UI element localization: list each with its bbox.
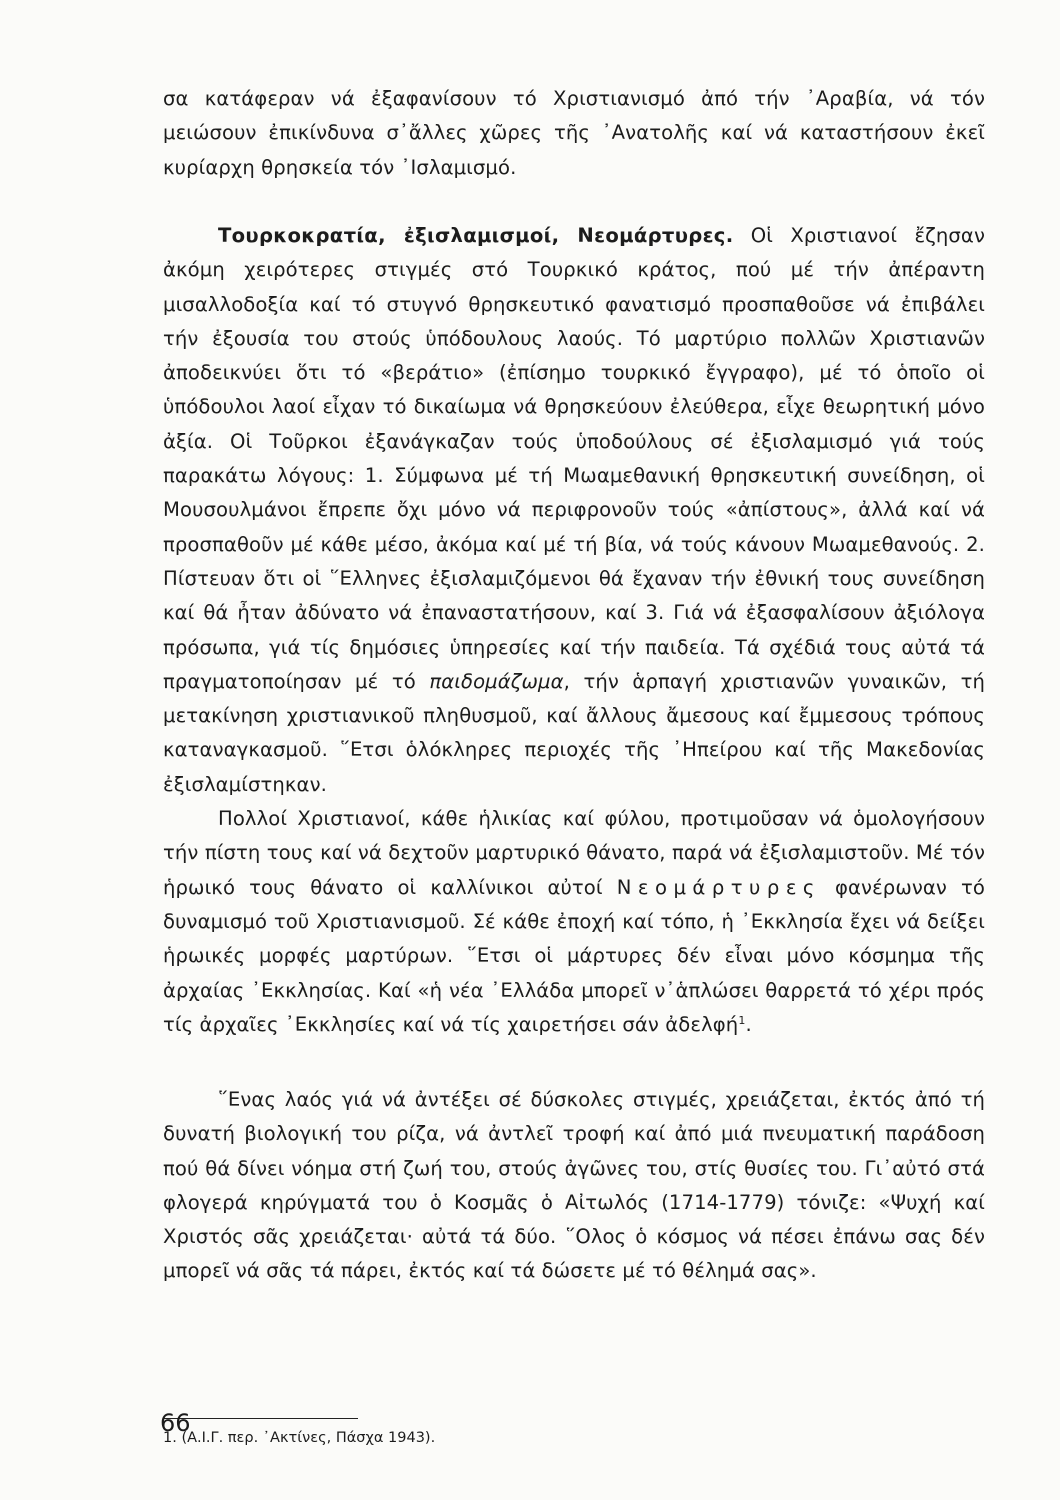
section-paragraph	[163, 219, 985, 802]
italic-term: παιδομάζωμα	[429, 669, 564, 693]
paragraph-turkish-rule	[163, 219, 985, 1042]
martyrs-body-a: Πολλοί Χριστιανοί, κάθε ἡλικίας καί φύλου, προτιμοῦσαν νά ὁμολογήσουν τήν πίστη τους καί νά δεχτοῦν μαρτυρικό θάνατο, παρά νά ἐξισλαμιστοῦν. Μέ τόν ἡρωικό τους θάνατο οἱ καλλίνικοι αὐτοί	[163, 807, 985, 899]
martyrs-body-end: .	[745, 1012, 752, 1036]
martyrs-body-b: φανέρωναν τό δυναμισμό τοῦ Χριστιανισμοῦ. Σέ κάθε ἐποχή καί τόπο, ἡ ᾿Εκκλησία ἔχει νά δείξει ἡρωικές μορφές μαρτύρων. ῞Ετσι οἱ μάρτυρες δέν εἶναι μόνο κόσμημα τῆς ἀρχαίας ᾿Εκκλησίας. Καί «ἡ νέα ᾿Ελλάδα μπορεῖ ν᾿ἁπλώσει θαρρετά τό χέρι πρός τίς ἀρχαῖες ᾿Εκκλησίες καί νά τίς χαιρετήσει σάν ἀδελφή	[163, 875, 985, 1036]
paragraph-tradition	[163, 1083, 985, 1289]
paragraph-arabia	[163, 82, 985, 185]
footnote-reference[interactable]: 1	[738, 1013, 746, 1027]
spaced-term: Νεομάρτυρες	[616, 875, 821, 899]
martyrs-paragraph	[163, 802, 985, 1042]
footnote-divider	[163, 1418, 358, 1419]
section-heading: Τουρκοκρατία, ἐξισλαμισμοί, Νεομάρτυρες.	[218, 224, 734, 247]
footnote: 1. (Α.Ι.Γ. περ. ᾿Ακτίνες, Πάσχα 1943).	[163, 1430, 436, 1446]
page-number: 66	[160, 1409, 191, 1437]
paragraph-3-text: ῞Ενας λαός γιά νά ἀντέξει σέ δύσκολες στιγμές, χρειάζεται, ἐκτός ἀπό τή δυνατή βιολογική του ρίζα, νά ἀντλεῖ τροφή καί ἀπό μιά πνευματική παράδοση πού θά δίνει νόημα στή ζωή του, στούς ἀγῶνες του, στίς θυσίες του. Γι᾿αὐτό στά φλογερά κηρύγματά του ὁ Κοσμᾶς ὁ Αἰτωλός (1714-1779) τόνιζε: «Ψυχή καί Χριστός σᾶς χρειάζεται· αὐτά τά δύο. ῞Ολος ὁ κόσμος νά πέσει ἐπάνω σας δέν μπορεῖ νά σᾶς τά πάρει, ἐκτός καί τά δώσετε μέ τό θέλημά σας».	[163, 1088, 985, 1283]
paragraph-1-text: σα κατάφεραν νά ἐξαφανίσουν τό Χριστιανισμό ἀπό τήν ᾿Αραβία, νά τόν μειώσουν ἐπικίνδυνα σ᾿ἄλλες χῶρες τῆς ᾿Ανατολῆς καί νά καταστήσουν ἐκεῖ κυρίαρχη θρησκεία τόν ᾿Ισλαμισμό.	[163, 87, 985, 179]
section-body-a: Οἱ Χριστιανοί ἔζησαν ἀκόμη χειρότερες στιγμές στό Τουρκικό κράτος, πού μέ τήν ἀπέραντη μισαλλοδοξία καί τό στυγνό θρησκευτικό φανατισμό προσπαθοῦσε νά ἐπιβάλει τήν ἐξουσία του στούς ὑπόδουλους λαούς. Τό μαρτύριο πολλῶν Χριστιανῶν ἀποδεικνύει ὅτι τό «βεράτιο» (ἐπίσημο τουρκικό ἔγγραφο), μέ τό ὁποῖο οἱ ὑπόδουλοι λαοί εἶχαν τό δικαίωμα νά θρησκεύουν ἐλεύθερα, εἶχε θεωρητική μόνο ἀξία. Οἱ Τοῦρκοι ἐξανάγκαζαν τούς ὑποδούλους σέ ἐξισλαμισμό γιά τούς παρακάτω λόγους: 1. Σύμφωνα μέ τή Μωαμεθανική θρησκευτική συνείδηση, οἱ Μουσουλμάνοι ἔπρεπε ὄχι μόνο νά περιφρονοῦν τούς «ἀπίστους», ἀλλά καί νά προσπαθοῦν μέ κάθε μέσο, ἀκόμα καί μέ τή βία, νά τούς κάνουν Μωαμεθανούς. 2. Πίστευαν ὅτι οἱ ῞Ελληνες ἐξισλαμιζόμενοι θά ἔχαναν τήν ἐθνική τους συνείδηση καί θά ἦταν ἀδύνατο νά ἐπαναστατήσουν, καί 3. Γιά νά ἐξασφαλίσουν ἀξιόλογα πρόσωπα, γιά τίς δημόσιες ὑπηρεσίες καί τήν παιδεία. Τά σχέδιά τους αὐτά τά πραγματοποίησαν μέ τό	[163, 224, 985, 693]
section-body-b: , τήν ἁρπαγή χριστιανῶν γυναικῶν, τή μετακίνηση χριστιανικοῦ πληθυσμοῦ, καί ἄλλους ἄμεσους καί ἔμμεσους τρόπους καταναγκασμοῦ. ῞Ετσι ὁλόκληρες περιοχές τῆς ᾿Ηπείρου καί τῆς Μακεδονίας ἐξισλαμίστηκαν.	[163, 669, 985, 796]
